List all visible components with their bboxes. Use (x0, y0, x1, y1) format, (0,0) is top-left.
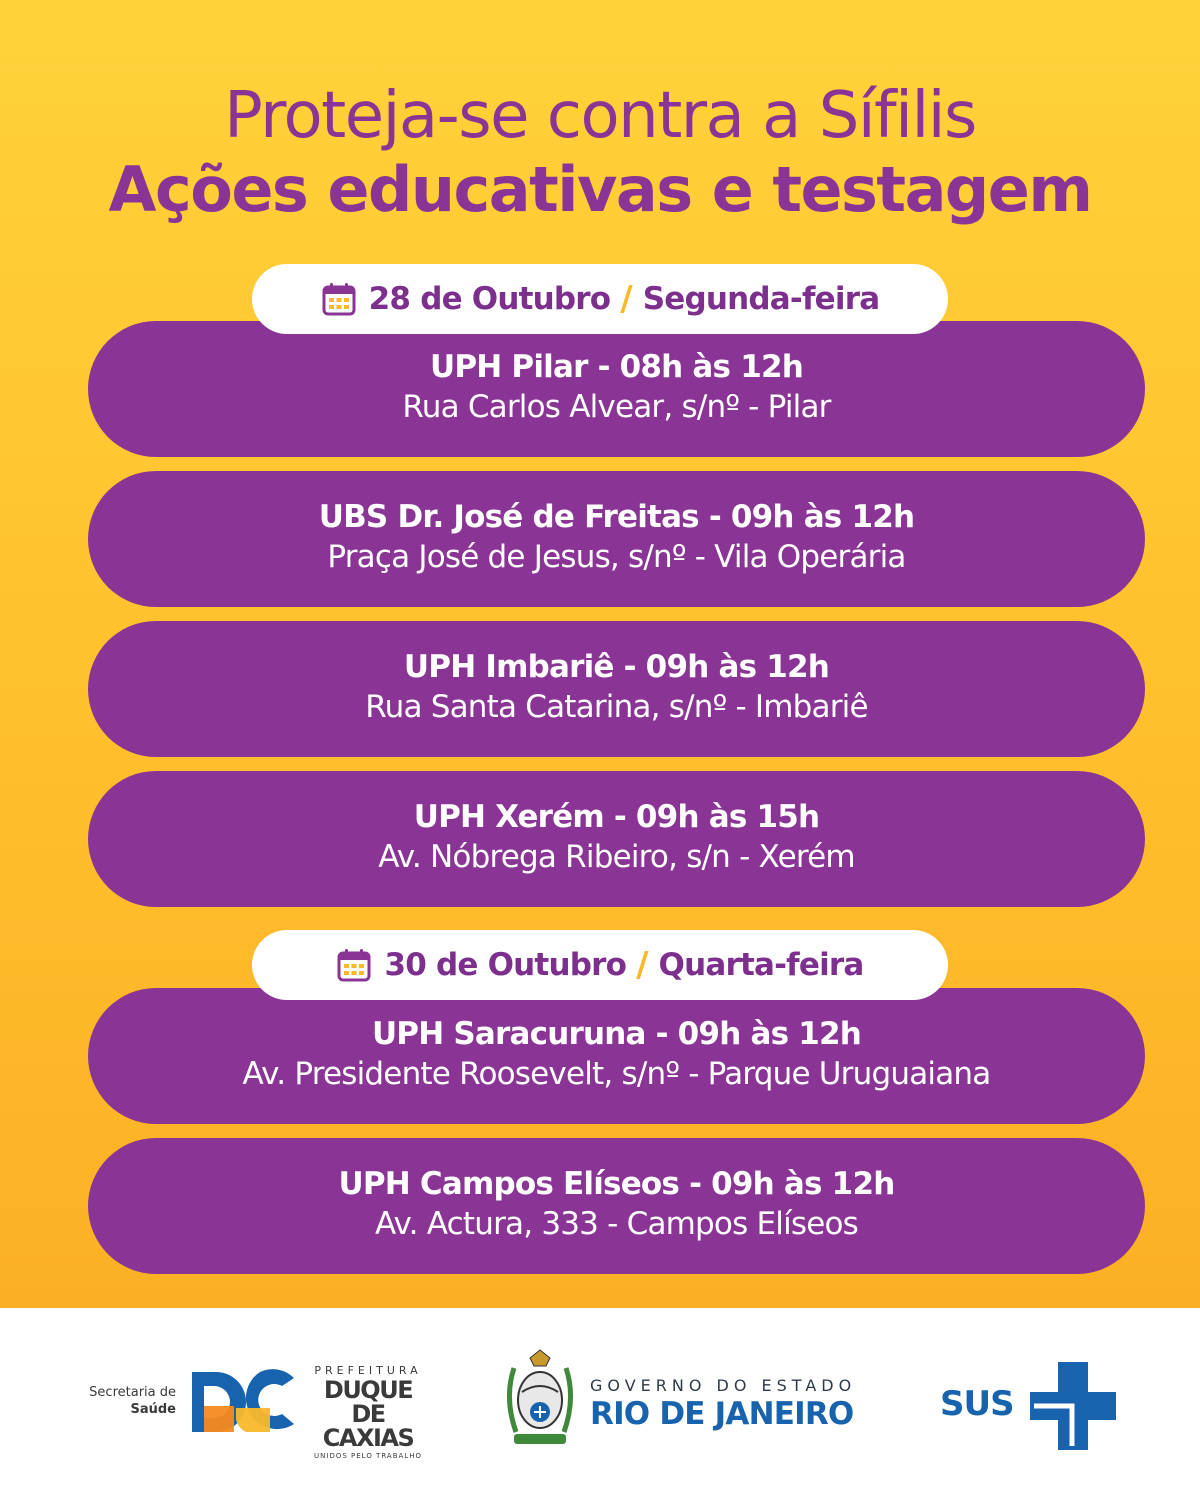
location-name: UPH Xerém - 09h às 15h (413, 799, 820, 835)
location-name: UBS Dr. José de Freitas - 09h às 12h (318, 499, 915, 535)
governo-rio-wordmark (590, 1376, 856, 1432)
rio-seal-icon (500, 1348, 580, 1450)
day-2-separator: / (636, 945, 649, 985)
title-line-2: Ações educativas e testagem (108, 153, 1092, 226)
footer-logos (0, 1308, 1200, 1501)
dc-logo-icon (190, 1368, 298, 1436)
day-2-weekday: Quarta-feira (658, 947, 864, 983)
motto-label: UNIDOS PELO TRABALHO (314, 1452, 422, 1460)
date-pill-day-1 (252, 264, 948, 334)
location-address: Av. Actura, 333 - Campos Elíseos (374, 1206, 859, 1242)
sus-cross-icon (1028, 1360, 1118, 1452)
location-name: UPH Campos Elíseos - 09h às 12h (338, 1166, 895, 1202)
location-name: UPH Pilar - 08h às 12h (429, 349, 804, 385)
calendar-icon (321, 281, 357, 317)
calendar-icon (336, 947, 372, 983)
location-card-ubs-jose-de-freitas (88, 471, 1145, 607)
location-card-uph-campos-eliseos (88, 1138, 1145, 1274)
prefeitura-label: PREFEITURA (314, 1364, 422, 1377)
location-address: Rua Santa Catarina, s/nº - Imbariê (365, 689, 868, 725)
location-card-uph-pilar (88, 321, 1145, 457)
estado-label: RIO DE JANEIRO (590, 1396, 854, 1432)
location-card-uph-xerem (88, 771, 1145, 907)
location-name: UPH Imbariê - 09h às 12h (403, 649, 830, 685)
day-1-date: 28 de Outubro (368, 281, 611, 317)
title-line-1: Proteja-se contra a Sífilis (224, 79, 976, 153)
secretaria-line-1: Secretaria de (89, 1385, 176, 1400)
secretaria-line-2: Saúde (130, 1402, 176, 1417)
location-name: UPH Saracuruna - 09h às 12h (371, 1016, 862, 1052)
location-card-uph-saracuruna (88, 988, 1145, 1124)
caxias-label: CAXIAS (322, 1424, 414, 1452)
location-address: Rua Carlos Alvear, s/nº - Pilar (402, 389, 831, 425)
location-address: Praça José de Jesus, s/nº - Vila Operária (327, 539, 906, 575)
secretaria-saude-label (84, 1384, 176, 1418)
day-1-separator: / (620, 279, 633, 319)
duque-label: DUQUE DE (323, 1376, 413, 1428)
location-card-uph-imbarie (88, 621, 1145, 757)
sus-label: SUS (940, 1384, 1014, 1424)
location-address: Av. Presidente Roosevelt, s/nº - Parque Uruguaiana (242, 1056, 991, 1092)
date-pill-day-2 (252, 930, 948, 1000)
day-1-weekday: Segunda-feira (642, 281, 880, 317)
prefeitura-duque-de-caxias-wordmark (304, 1364, 432, 1462)
location-address: Av. Nóbrega Ribeiro, s/n - Xerém (378, 839, 855, 875)
day-2-date: 30 de Outubro (384, 947, 627, 983)
governo-label: GOVERNO DO ESTADO (590, 1376, 857, 1395)
